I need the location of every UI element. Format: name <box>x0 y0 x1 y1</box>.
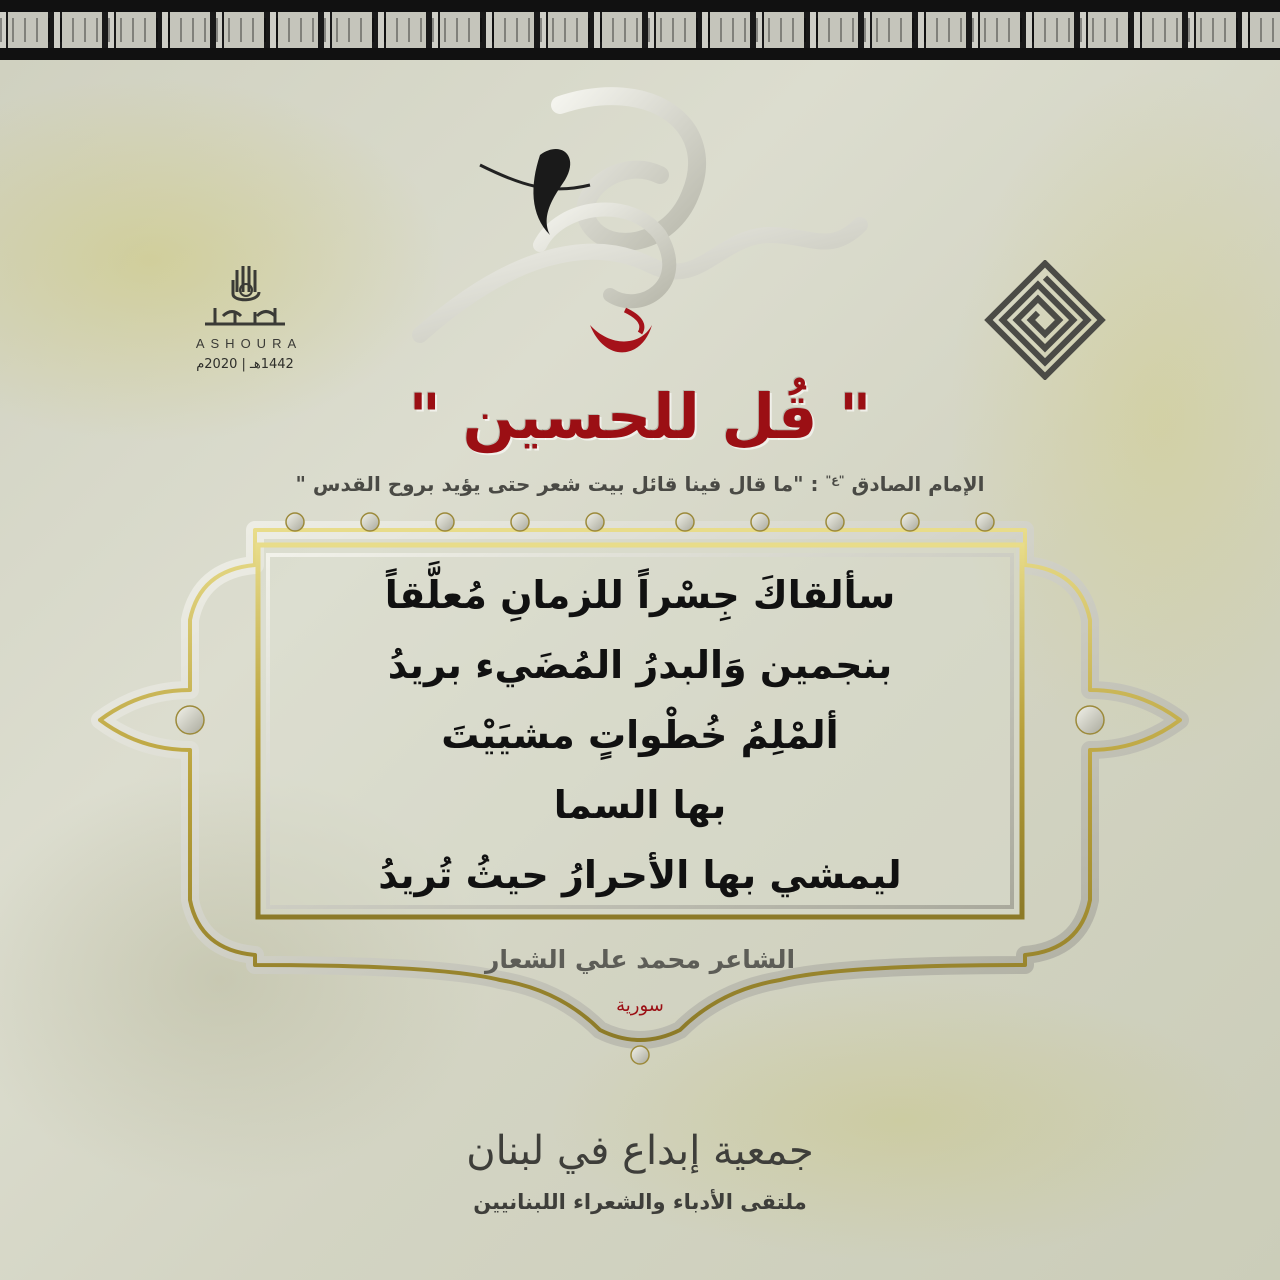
quote-line <box>200 472 1080 496</box>
quote-text: : "ما قال فينا قائل بيت شعر حتى يؤيد بروح القدس " <box>295 472 819 496</box>
page-title: " قُل للحسين " <box>408 380 872 453</box>
top-ornamental-band <box>0 0 1280 60</box>
logo-years-text: 1442هـ | 2020م <box>196 357 294 372</box>
ashoura-logo <box>170 262 320 372</box>
calligraphy-emblem-icon <box>390 85 880 375</box>
poem-line: ألمْلِمُ خُطْواتٍ مشيَيْتَ <box>441 713 839 757</box>
poem-line: بنجمين وَالبدرُ المُضَيء بريدُ <box>387 643 893 687</box>
logo-latin-text: ASHOURA <box>195 336 303 351</box>
poem-line: ليمشي بها الأحرارُ حيثُ تُريدُ <box>378 853 902 897</box>
organization-subtitle: ملتقى الأدباء والشعراء اللبنانيين <box>473 1190 807 1214</box>
quote-tag: "ع" <box>825 473 845 487</box>
poem <box>290 560 990 910</box>
poet-country: سورية <box>616 995 664 1016</box>
quote-speaker: الإمام الصادق <box>851 472 985 496</box>
organization-name: جمعية إبداع في لبنان <box>466 1128 814 1174</box>
poem-line: سألقاكَ جِسْراً للزمانِ مُعلَّقاً <box>384 573 896 617</box>
kufic-square-icon <box>980 260 1110 380</box>
poem-line: بها السما <box>553 783 727 827</box>
poet-name: الشاعر محمد علي الشعار <box>484 945 796 974</box>
ashoura-hand-logo-icon <box>195 262 295 334</box>
